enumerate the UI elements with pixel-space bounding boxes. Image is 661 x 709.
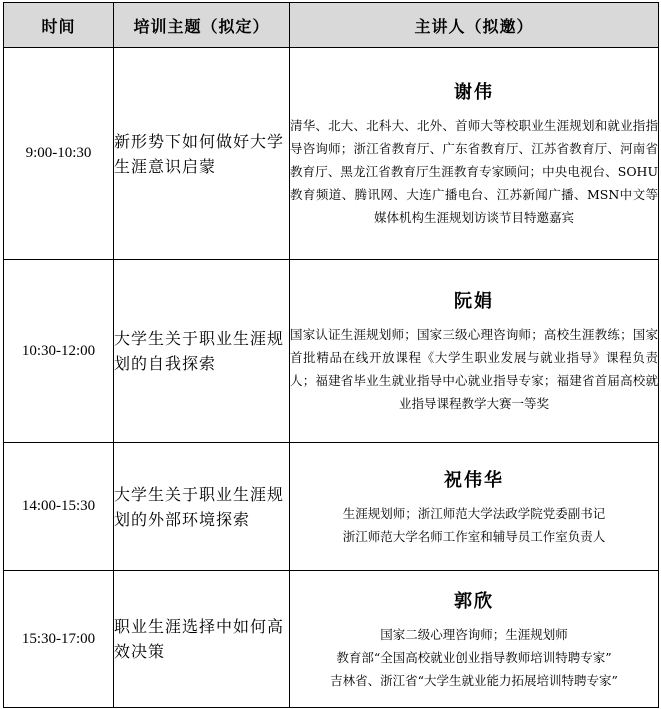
session-speaker-cell xyxy=(290,443,659,571)
session-row-3 xyxy=(4,443,659,571)
speaker-name: 祝伟华 xyxy=(444,469,504,491)
speaker-bio-line: 浙江师范大学名师工作室和辅导员工作室负责人 xyxy=(342,528,606,544)
session-topic: 大学生关于职业生涯规划的自我探索 xyxy=(114,260,290,443)
session-row-2 xyxy=(4,260,659,443)
header-row xyxy=(4,3,659,48)
header-topic: 培训主题（拟定） xyxy=(114,3,290,48)
session-speaker-cell xyxy=(290,571,659,708)
session-topic: 新形势下如何做好大学生涯意识启蒙 xyxy=(114,48,290,260)
session-time: 14:00-15:30 xyxy=(4,443,114,571)
session-row-1 xyxy=(4,48,659,260)
speaker-name: 阮娟 xyxy=(454,291,494,312)
session-speaker-cell xyxy=(290,260,659,443)
session-time: 10:30-12:00 xyxy=(4,260,114,443)
speaker-bio-line: 生涯规划师；浙江师范大学法政学院党委副书记 xyxy=(342,505,606,521)
session-row-4 xyxy=(4,571,659,708)
session-time: 15:30-17:00 xyxy=(4,571,114,708)
speaker-bio: 国家认证生涯规划师；国家三级心理咨询师；高校生涯教练；国家首批精品在线开放课程《大学生职业发展与就业指导》课程负责人；福建省毕业生就业指导中心就业指导专家；福建省首届高校就业指导课程教学大赛一等奖 xyxy=(290,327,658,411)
header-time: 时间 xyxy=(4,3,114,48)
session-topic: 职业生涯选择中如何高效决策 xyxy=(114,571,290,708)
speaker-bio-line: 教育部“全国高校就业创业指导教师培训特聘专家” xyxy=(336,649,612,665)
header-speaker: 主讲人（拟邀） xyxy=(290,3,659,48)
session-topic: 大学生关于职业生涯规划的外部环境探索 xyxy=(114,443,290,571)
speaker-bio-line: 国家二级心理咨询师；生涯规划师 xyxy=(380,626,568,642)
speaker-bio-line: 吉林省、浙江省“大学生就业能力拓展培训特聘专家” xyxy=(330,672,618,688)
speaker-name: 谢伟 xyxy=(454,82,494,103)
session-speaker-cell xyxy=(290,48,659,260)
session-time: 9:00-10:30 xyxy=(4,48,114,260)
speaker-bio: 清华、北大、北科大、北外、首师大等校职业生涯规划和就业指指导咨询师；浙江省教育厅、广东省教育厅、江苏省教育厅、河南省教育厅、黑龙江省教育厅生涯教育专家顾问；中央电视台、SOHU教育频道、腾讯网、大连广播电台、江苏新闻广播、MSN中文等媒体机构生涯规划访谈节目特邀嘉宾 xyxy=(290,118,658,225)
speaker-name: 郭欣 xyxy=(454,590,494,612)
training-schedule-table xyxy=(3,2,659,708)
